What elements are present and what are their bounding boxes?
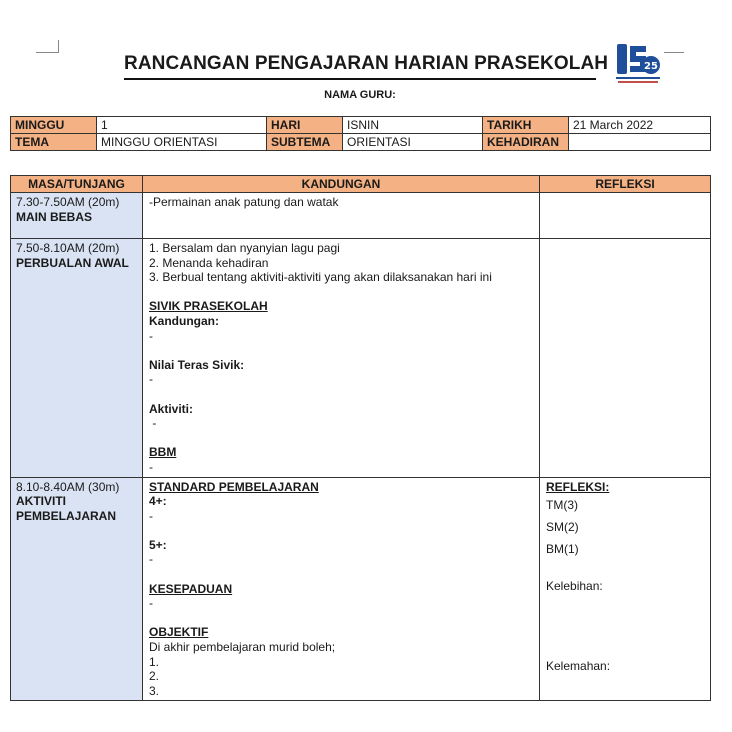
- header-kandungan: KANDUNGAN: [143, 176, 540, 193]
- time-range: 7.50-8.10AM (20m): [16, 241, 120, 255]
- activity-name: MAIN BEBAS: [16, 209, 93, 224]
- reflection-cell[interactable]: [540, 239, 711, 478]
- time-cell: [11, 193, 143, 239]
- content-line: 2. Menanda kehadiran: [149, 255, 269, 270]
- bbm-value: -: [149, 459, 153, 474]
- standard-title: STANDARD PEMBELAJARAN: [149, 479, 319, 494]
- four-plus-value: -: [149, 508, 153, 523]
- teacher-name-label: NAMA GURU:: [324, 89, 396, 101]
- objektif-item: 2.: [149, 669, 160, 684]
- refleksi-sm: SM(2): [546, 520, 579, 535]
- sivik-title: SIVIK PRASEKOLAH: [149, 299, 268, 314]
- content-line: -Permainan anak patung dan watak: [149, 195, 339, 209]
- tema-value[interactable]: MINGGU ORIENTASI: [97, 134, 267, 151]
- kesepaduan-label: KESEPADUAN: [149, 581, 233, 596]
- document-title: RANCANGAN PENGAJARAN HARIAN PRASEKOLAH: [124, 53, 596, 80]
- lesson-plan-table: [10, 175, 711, 701]
- content-cell[interactable]: [143, 193, 540, 239]
- activity-name-line2: PEMBELAJARAN: [16, 508, 117, 523]
- kandungan-value: -: [149, 328, 153, 343]
- header-masa: MASA/TUNJANG: [11, 176, 143, 193]
- nilai-label: Nilai Teras Sivik:: [149, 357, 245, 372]
- minggu-label: MINGGU: [11, 117, 97, 134]
- school-logo-icon: [614, 40, 664, 86]
- four-plus-label: 4+:: [149, 494, 167, 509]
- table-row: [11, 477, 711, 701]
- table-row: [11, 239, 711, 478]
- kandungan-label: Kandungan:: [149, 313, 219, 328]
- info-table: [10, 116, 711, 151]
- activity-name-line1: AKTIVITI: [16, 494, 66, 509]
- five-plus-label: 5+:: [149, 537, 167, 552]
- hari-label: HARI: [267, 117, 343, 134]
- refleksi-tm: TM(3): [546, 498, 578, 513]
- refleksi-bm: BM(1): [546, 542, 579, 557]
- kesepaduan-value: -: [149, 596, 153, 611]
- objektif-item: 3.: [149, 683, 160, 698]
- time-range: 8.10-8.40AM (30m): [16, 479, 120, 494]
- reflection-cell[interactable]: [540, 477, 711, 701]
- aktiviti-label: Aktiviti:: [149, 401, 194, 416]
- svg-text:25: 25: [644, 61, 658, 72]
- aktiviti-value: -: [149, 416, 157, 431]
- content-cell[interactable]: [143, 477, 540, 701]
- refleksi-title: REFLEKSI:: [546, 479, 610, 494]
- objektif-intro: Di akhir pembelajaran murid boleh;: [149, 640, 336, 655]
- nilai-value: -: [149, 372, 153, 387]
- crop-mark-top-right: [664, 40, 684, 53]
- subtema-label: SUBTEMA: [267, 134, 343, 151]
- five-plus-value: -: [149, 552, 153, 567]
- subtema-value[interactable]: ORIENTASI: [343, 134, 483, 151]
- content-line: 1. Bersalam dan nyanyian lagu pagi: [149, 241, 340, 255]
- objektif-label: OBJEKTIF: [149, 625, 209, 640]
- tarikh-value[interactable]: 21 March 2022: [569, 117, 711, 134]
- content-line: 3. Berbual tentang aktiviti-aktiviti yang akan dilaksanakan hari ini: [149, 270, 492, 285]
- activity-name: PERBUALAN AWAL: [16, 255, 129, 270]
- table-row: [11, 193, 711, 239]
- tarikh-label: TARIKH: [483, 117, 569, 134]
- bbm-label: BBM: [149, 445, 177, 460]
- time-range: 7.30-7.50AM (20m): [16, 195, 120, 209]
- reflection-cell[interactable]: [540, 193, 711, 239]
- refleksi-kelemahan: Kelemahan:: [546, 658, 611, 673]
- objektif-item: 1.: [149, 654, 160, 669]
- crop-mark-top-left: [36, 40, 59, 53]
- content-cell[interactable]: [143, 239, 540, 478]
- kehadiran-value[interactable]: [569, 134, 711, 151]
- kehadiran-label: KEHADIRAN: [483, 134, 569, 151]
- tema-label: TEMA: [11, 134, 97, 151]
- time-cell: [11, 239, 143, 478]
- header-refleksi: REFLEKSI: [540, 176, 711, 193]
- time-cell: [11, 477, 143, 701]
- hari-value[interactable]: ISNIN: [343, 117, 483, 134]
- minggu-value[interactable]: 1: [97, 117, 267, 134]
- refleksi-kelebihan: Kelebihan:: [546, 578, 603, 593]
